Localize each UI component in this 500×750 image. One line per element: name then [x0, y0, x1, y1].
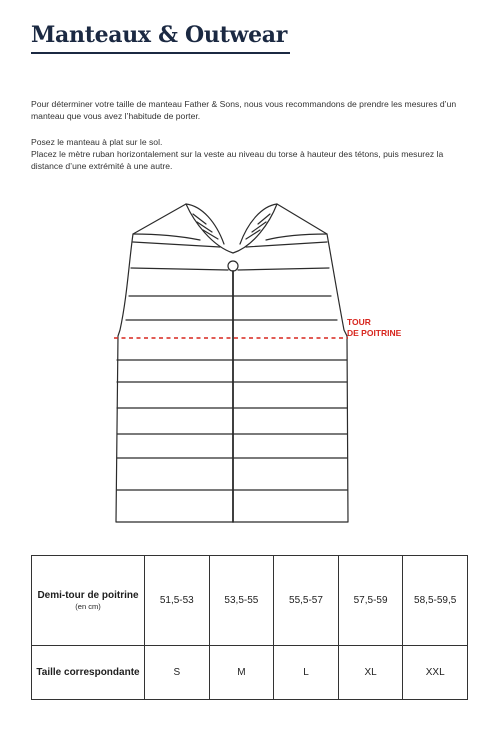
row-header-chest [32, 556, 145, 646]
row-header-chest-label: Demi-tour de poitrine [37, 590, 139, 602]
size-table [31, 555, 468, 700]
table-row [32, 556, 468, 646]
label-line-2: DE POITRINE [347, 328, 402, 338]
table-cell-size: L [274, 645, 339, 700]
table-cell-size: XXL [403, 645, 468, 700]
instruction-step-1: Posez le manteau à plat sur le sol. [31, 137, 163, 147]
table-cell-measurement: 55,5-57 [274, 556, 339, 646]
intro-paragraph: Pour déterminer votre taille de manteau Father & Sons, nous vous recommandons de prendre les mesures d’un manteau que vous avez l’habitude de porter. [31, 99, 457, 121]
vest-illustration [0, 195, 500, 535]
table-cell-measurement: 53,5-55 [209, 556, 274, 646]
instructions [31, 136, 471, 172]
table-cell-size: XL [338, 645, 403, 700]
table-cell-measurement: 51,5-53 [145, 556, 210, 646]
table-cell-size: S [145, 645, 210, 700]
chest-measurement-label [347, 317, 401, 339]
table-row [32, 645, 468, 700]
title-underline [31, 52, 290, 54]
row-header-unit: (en cm) [75, 602, 101, 612]
page-title: Manteaux & Outwear [31, 22, 288, 48]
label-line-1: TOUR [347, 317, 371, 327]
row-header-size: Taille correspondante [32, 645, 145, 700]
table-cell-size: M [209, 645, 274, 700]
vest-outline [116, 204, 348, 522]
table-cell-measurement: 57,5-59 [338, 556, 403, 646]
table-cell-measurement: 58,5-59,5 [403, 556, 468, 646]
instruction-step-2: Placez le mètre ruban horizontalement sur la veste au niveau du torse à hauteur des tétons, puis mesurez la distance d’une extrémité à une autre. [31, 149, 444, 171]
zipper-pull [228, 261, 238, 271]
